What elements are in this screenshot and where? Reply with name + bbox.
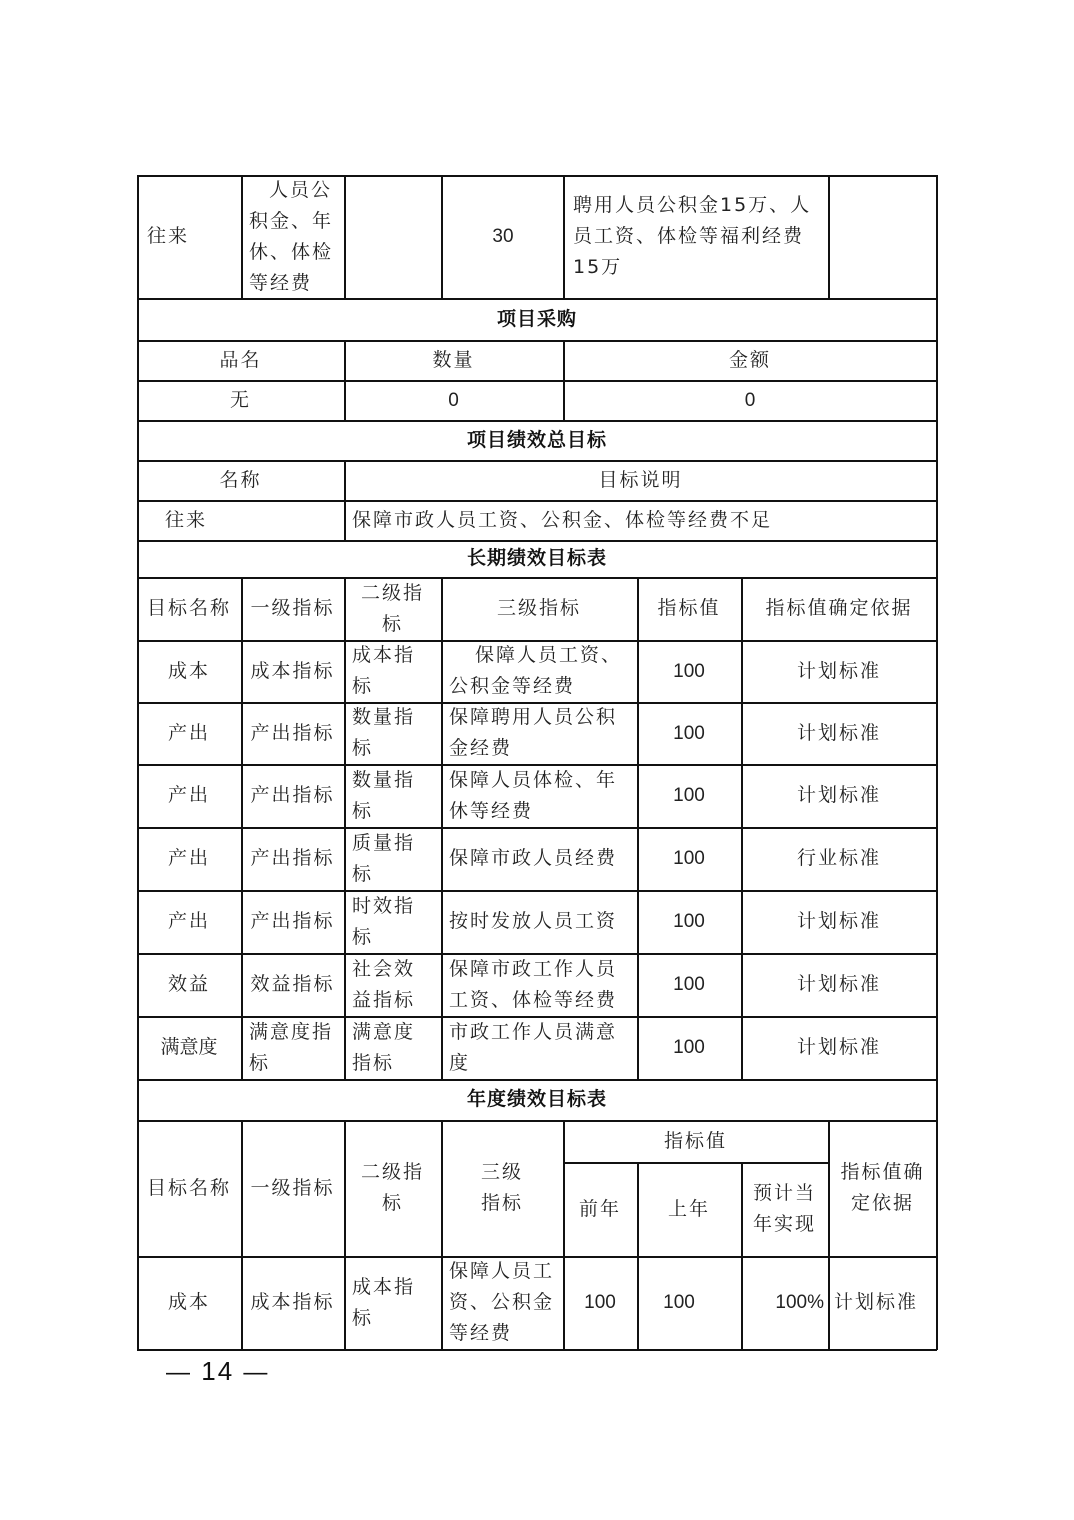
long-term-cell: 保障市政人员经费 (449, 847, 618, 869)
long-term-cell: 保障人员工资、公积金等经费 (449, 644, 623, 697)
annual-cell: 保障人员工资、公积金等经费 (449, 1260, 555, 1344)
annual-header-value-group: 指标值 (663, 1129, 727, 1152)
long-term-cell: 行业标准 (796, 847, 881, 869)
long-term-cell: 计划标准 (796, 659, 881, 682)
annual-header-level2: 二级指标 (360, 1161, 424, 1214)
long-term-cell: 产出 (167, 784, 210, 806)
long-term-cell: 100 (673, 722, 705, 744)
long-term-cell: 产出 (167, 910, 210, 932)
annual-header-name: 目标名称 (146, 1176, 231, 1199)
long-term-cell: 计划标准 (796, 784, 881, 806)
long-term-header: 指标值 (657, 597, 721, 619)
long-term-cell: 数量指标 (352, 706, 416, 759)
long-term-header: 指标值确定依据 (765, 597, 913, 619)
long-term-header: 一级指标 (250, 597, 335, 619)
long-term-cell: 保障人员体检、年休等经费 (449, 768, 618, 822)
annual-cell: 100 (584, 1292, 616, 1313)
long-term-cell: 计划标准 (796, 1036, 881, 1058)
long-term-cell: 100 (673, 974, 705, 995)
page-number (166, 1356, 269, 1387)
overall-goal-header-name: 名称 (219, 468, 262, 491)
annual-cell: 计划标准 (834, 1291, 919, 1313)
dash-decoration: — (166, 1359, 192, 1386)
long-term-cell: 100 (673, 660, 705, 682)
long-term-header: 目标名称 (146, 597, 231, 619)
long-term-cell: 满意度 (160, 1036, 218, 1058)
procurement-header-amount: 金额 (728, 348, 771, 371)
long-term-cell: 计划标准 (796, 910, 881, 932)
long-term-cell: 产出指标 (250, 847, 335, 869)
long-term-cell: 产出 (167, 847, 210, 869)
budget-table (137, 175, 937, 1351)
long-term-cell: 100 (673, 785, 705, 806)
top-row-item: 人员公积金、年休、体检等经费 (249, 178, 334, 294)
long-term-cell: 保障市政工作人员工资、体检等经费 (449, 957, 618, 1011)
long-term-cell: 按时发放人员工资 (449, 910, 618, 932)
long-term-header: 二级指标 (360, 581, 424, 635)
top-row-empty-cell (830, 175, 936, 298)
dash-decoration: — (243, 1359, 270, 1386)
procurement-header-name: 品名 (219, 348, 262, 371)
long-term-cell: 成本指标 (352, 644, 416, 697)
long-term-cell: 满意度指标 (249, 1020, 334, 1074)
annual-header-expected: 预计当年实现 (752, 1182, 816, 1235)
procurement-item-name: 无 (229, 388, 251, 411)
long-term-cell: 效益 (167, 973, 210, 995)
overall-goal-name: 往来 (165, 508, 208, 531)
long-term-cell: 数量指标 (352, 768, 416, 822)
procurement-header-quantity: 数量 (432, 348, 475, 371)
procurement-item-amount: 0 (744, 389, 756, 411)
overall-goal-header-description: 目标说明 (598, 468, 683, 491)
annual-cell: 100 (663, 1292, 695, 1313)
top-row-name: 往来 (147, 225, 190, 247)
long-term-cell: 效益指标 (250, 973, 335, 995)
annual-cell: 成本 (167, 1291, 210, 1313)
long-term-cell: 产出指标 (250, 721, 335, 744)
annual-header-last-year: 上年 (667, 1197, 710, 1220)
long-term-cell: 产出指标 (250, 784, 335, 806)
long-term-cell: 100 (673, 911, 705, 932)
annual-cell: 100% (775, 1292, 824, 1313)
top-row-empty-cell (346, 175, 441, 298)
annual-title: 年度绩效目标表 (466, 1088, 607, 1110)
long-term-cell: 时效指标 (352, 894, 416, 948)
long-term-cell: 计划标准 (796, 721, 881, 744)
long-term-cell: 社会效益指标 (352, 957, 416, 1011)
long-term-cell: 100 (673, 1037, 705, 1058)
rule (137, 1349, 937, 1351)
top-row-description: 聘用人员公积金15万、人员工资、体检等福利经费15万 (573, 194, 812, 278)
long-term-title: 长期绩效目标表 (466, 547, 607, 569)
page-number-value: 14 (201, 1356, 235, 1386)
overall-goal-title: 项目绩效总目标 (466, 428, 607, 451)
procurement-item-quantity: 0 (448, 389, 459, 411)
overall-goal-description: 保障市政人员工资、公积金、体检等经费不足 (352, 508, 773, 531)
long-term-cell: 市政工作人员满意度 (449, 1020, 618, 1074)
long-term-cell: 产出 (167, 721, 210, 744)
long-term-header: 三级指标 (496, 597, 581, 619)
long-term-cell: 质量指标 (352, 831, 416, 885)
long-term-cell: 满意度指标 (352, 1020, 416, 1074)
long-term-cell: 产出指标 (250, 910, 335, 932)
annual-header-level1: 一级指标 (250, 1176, 335, 1199)
procurement-title: 项目采购 (496, 307, 577, 330)
annual-header-basis: 指标值确定依据 (840, 1161, 925, 1214)
annual-header-prev-year: 前年 (578, 1197, 621, 1220)
long-term-cell: 成本 (167, 659, 210, 682)
long-term-cell: 成本指标 (250, 659, 335, 682)
long-term-cell: 100 (673, 848, 705, 869)
annual-cell: 成本指标 (250, 1291, 335, 1313)
annual-cell: 成本指标 (352, 1275, 416, 1329)
long-term-cell: 保障聘用人员公积金经费 (449, 706, 618, 759)
top-row-amount: 30 (492, 226, 514, 247)
annual-header-level3: 三级指标 (480, 1161, 523, 1214)
long-term-cell: 计划标准 (796, 973, 881, 995)
